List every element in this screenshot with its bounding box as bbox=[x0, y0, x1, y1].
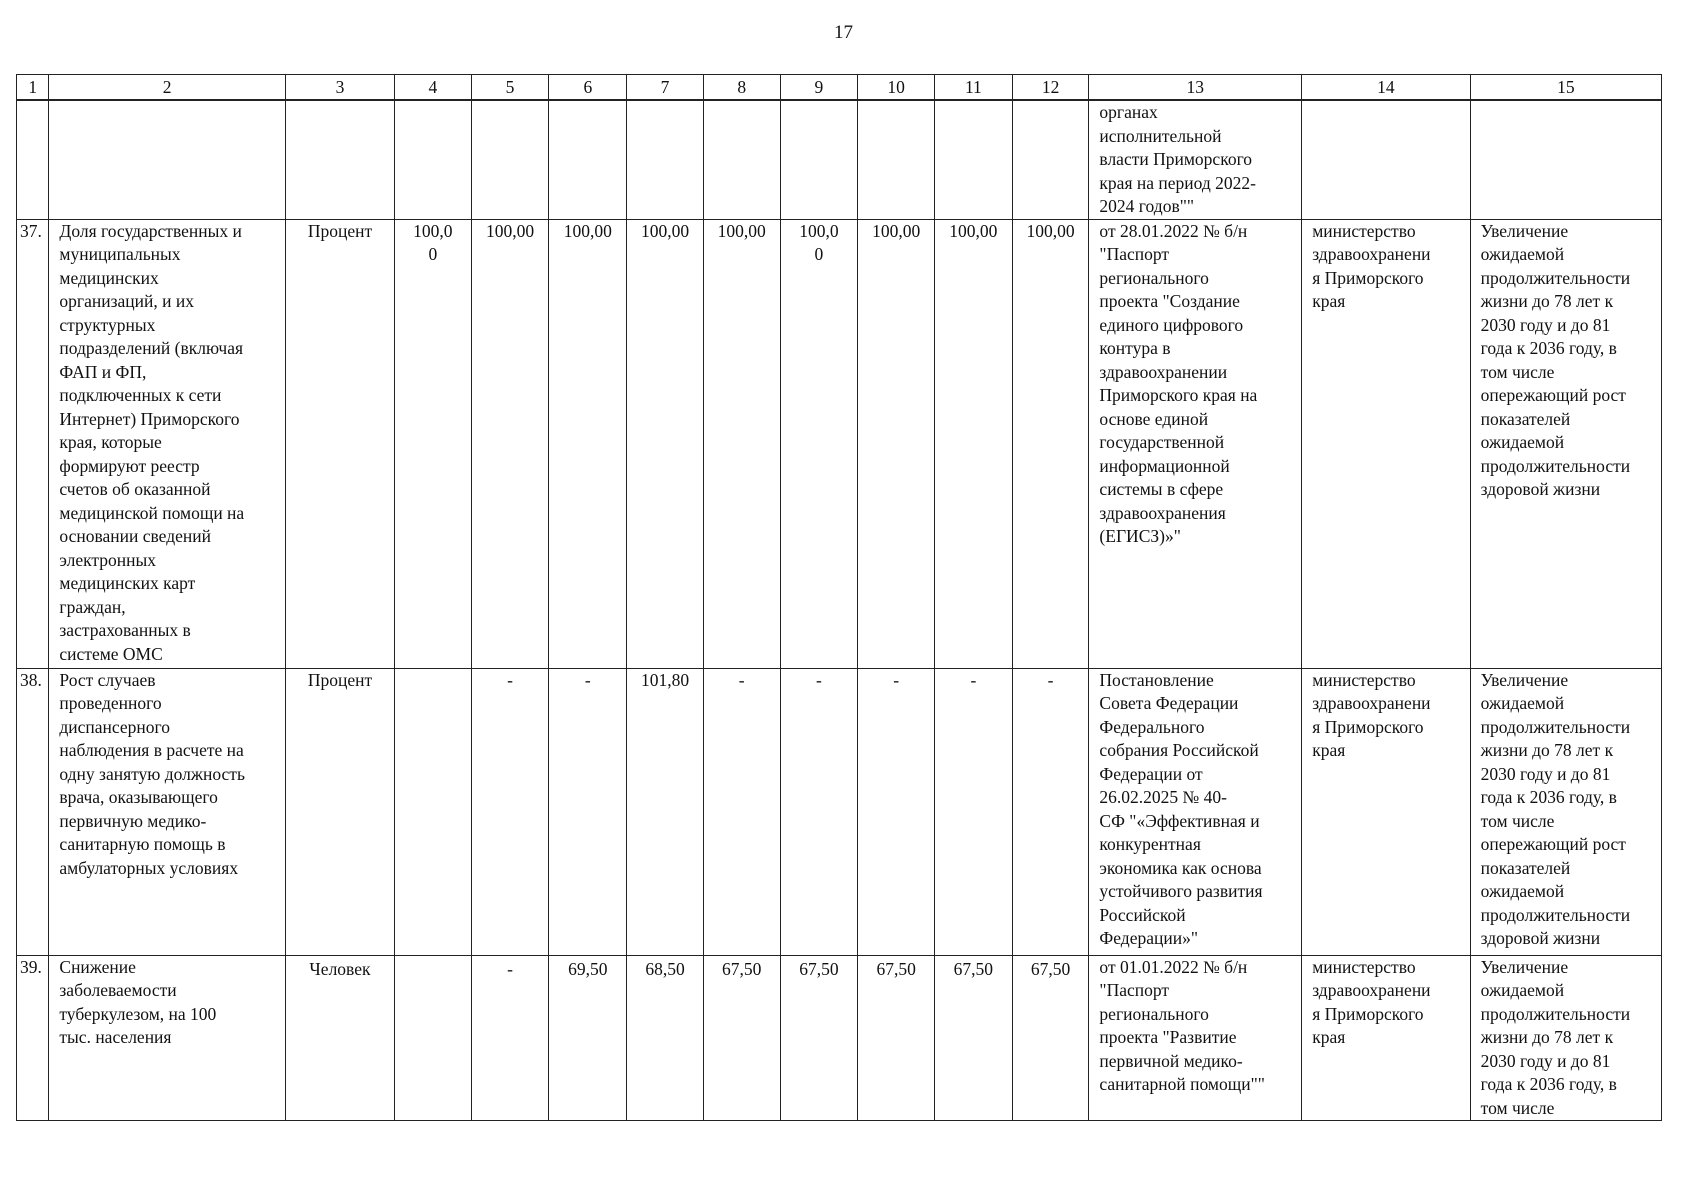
value-cell bbox=[395, 100, 472, 219]
col-header: 7 bbox=[627, 75, 704, 101]
row-number: 39. bbox=[17, 955, 49, 1121]
value-cell bbox=[471, 100, 549, 219]
value-cell: 100,0 0 bbox=[395, 219, 472, 668]
value-cell: 67,50 bbox=[703, 955, 780, 1121]
national-goal-relation: Увеличение ожидаемой продолжительности жизни до 78 лет к 2030 году и до 81 года к 2036 году, в том числе опережающий рост показателей ожидаемой продолжительности здоровой жизни bbox=[1470, 219, 1661, 668]
value-cell: - bbox=[1012, 668, 1089, 955]
value-cell: 100,00 bbox=[471, 219, 549, 668]
value-cell: - bbox=[934, 668, 1012, 955]
unit-of-measure: Человек bbox=[285, 955, 394, 1121]
indicator-name: Снижение заболеваемости туберкулезом, на 100 тыс. населения bbox=[49, 955, 286, 1121]
value-cell: 100,00 bbox=[549, 219, 627, 668]
value-cell: - bbox=[858, 668, 935, 955]
table-row bbox=[17, 219, 1662, 668]
value-cell: 67,50 bbox=[1012, 955, 1089, 1121]
national-goal-relation: Увеличение ожидаемой продолжительности жизни до 78 лет к 2030 году и до 81 года к 2036 году, в том числе bbox=[1470, 955, 1661, 1121]
row-number: 37. bbox=[17, 219, 49, 668]
value-cell bbox=[780, 100, 858, 219]
value-cell bbox=[703, 100, 780, 219]
col-header: 10 bbox=[858, 75, 935, 101]
value-cell: 101,80 bbox=[627, 668, 704, 955]
unit-of-measure bbox=[285, 100, 394, 219]
col-header: 12 bbox=[1012, 75, 1089, 101]
page-number: 17 bbox=[834, 22, 853, 43]
table-row-continued bbox=[17, 100, 1662, 219]
col-header: 13 bbox=[1089, 75, 1302, 101]
row-number: 38. bbox=[17, 668, 49, 955]
national-goal-relation: Увеличение ожидаемой продолжительности жизни до 78 лет к 2030 году и до 81 года к 2036 году, в том числе опережающий рост показателей ожидаемой продолжительности здоровой жизни bbox=[1470, 668, 1661, 955]
basis-document: от 28.01.2022 № б/н "Паспорт регионального проекта "Создание единого цифрового контура в здравоохранении Приморского края на основе единой государственной информационной системы в сфере здравоохранения (ЕГИСЗ)»" bbox=[1089, 219, 1302, 668]
value-cell: - bbox=[703, 668, 780, 955]
value-cell: - bbox=[549, 668, 627, 955]
value-cell: - bbox=[471, 668, 549, 955]
col-header: 11 bbox=[934, 75, 1012, 101]
col-header: 8 bbox=[703, 75, 780, 101]
indicators-table bbox=[16, 74, 1662, 1121]
col-header: 3 bbox=[285, 75, 394, 101]
value-cell bbox=[858, 100, 935, 219]
value-cell: 100,00 bbox=[858, 219, 935, 668]
table-row bbox=[17, 955, 1662, 1121]
column-number-row bbox=[17, 75, 1662, 101]
value-cell: 100,00 bbox=[934, 219, 1012, 668]
col-header: 4 bbox=[395, 75, 472, 101]
value-cell: 100,00 bbox=[627, 219, 704, 668]
col-header: 2 bbox=[49, 75, 286, 101]
unit-of-measure: Процент bbox=[285, 219, 394, 668]
col-header: 15 bbox=[1470, 75, 1661, 101]
indicator-name: Рост случаев проведенного диспансерного наблюдения в расчете на одну занятую должность врача, оказывающего первичную медико- санитарную помощь в амбулаторных условиях bbox=[49, 668, 286, 955]
col-header: 6 bbox=[549, 75, 627, 101]
value-cell bbox=[934, 100, 1012, 219]
value-cell bbox=[549, 100, 627, 219]
value-cell: 100,00 bbox=[703, 219, 780, 668]
value-cell bbox=[627, 100, 704, 219]
basis-document: от 01.01.2022 № б/н "Паспорт регионального проекта "Развитие первичной медико- санитарной помощи"" bbox=[1089, 955, 1302, 1121]
value-cell: 67,50 bbox=[934, 955, 1012, 1121]
basis-document: Постановление Совета Федерации Федерального собрания Российской Федерации от 26.02.2025 № 40- СФ "«Эффективная и конкурентная экономика как основа устойчивого развития Российской Федерации»" bbox=[1089, 668, 1302, 955]
col-header: 5 bbox=[471, 75, 549, 101]
value-cell: 68,50 bbox=[627, 955, 704, 1121]
col-header: 9 bbox=[780, 75, 858, 101]
unit-of-measure: Процент bbox=[285, 668, 394, 955]
col-header: 1 bbox=[17, 75, 49, 101]
value-cell: 100,0 0 bbox=[780, 219, 858, 668]
value-cell: 67,50 bbox=[858, 955, 935, 1121]
value-cell: 67,50 bbox=[780, 955, 858, 1121]
value-cell: - bbox=[780, 668, 858, 955]
basis-document: органах исполнительной власти Приморского края на период 2022- 2024 годов"" bbox=[1089, 100, 1302, 219]
responsible-body: министерство здравоохранени я Приморского края bbox=[1302, 955, 1470, 1121]
row-number bbox=[17, 100, 49, 219]
value-cell: 100,00 bbox=[1012, 219, 1089, 668]
responsible-body bbox=[1302, 100, 1470, 219]
value-cell bbox=[1012, 100, 1089, 219]
indicator-name bbox=[49, 100, 286, 219]
value-cell bbox=[395, 668, 472, 955]
value-cell: - bbox=[471, 955, 549, 1121]
responsible-body: министерство здравоохранени я Приморского края bbox=[1302, 219, 1470, 668]
national-goal-relation bbox=[1470, 100, 1661, 219]
value-cell: 69,50 bbox=[549, 955, 627, 1121]
table-row bbox=[17, 668, 1662, 955]
indicator-name: Доля государственных и муниципальных медицинских организаций, и их структурных подразделений (включая ФАП и ФП, подключенных к сети Интернет) Приморского края, которые формируют реестр счетов об оказанной медицинской помощи на основании сведений электронных медицинских карт граждан, застрахованных в системе ОМС bbox=[49, 219, 286, 668]
responsible-body: министерство здравоохранени я Приморского края bbox=[1302, 668, 1470, 955]
value-cell bbox=[395, 955, 472, 1121]
col-header: 14 bbox=[1302, 75, 1470, 101]
